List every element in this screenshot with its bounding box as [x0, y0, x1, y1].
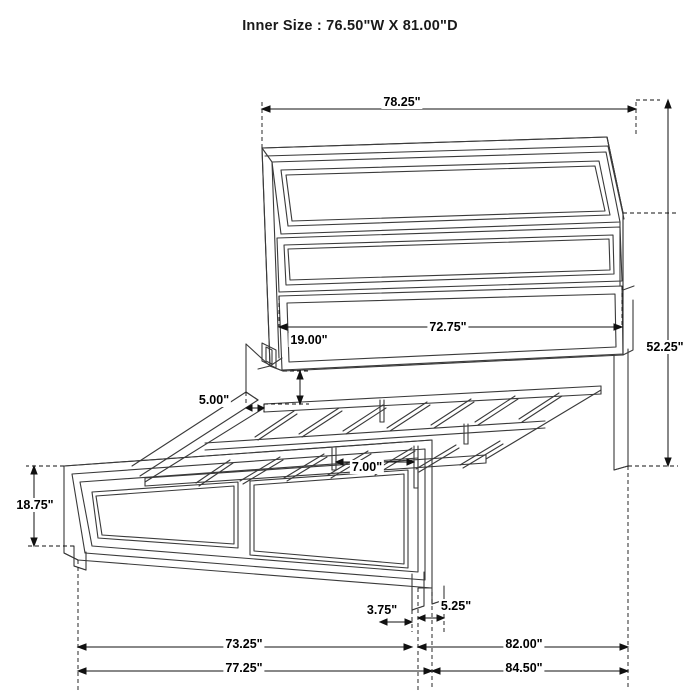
dimension-side-rail-offset: 5.00" [198, 393, 230, 407]
dimension-outer-depth: 77.25" [225, 661, 263, 675]
page-title: Inner Size : 76.50"W X 81.00"D [242, 18, 458, 34]
dimension-headboard-width: 78.25" [383, 95, 421, 109]
footboard-panel-left [92, 482, 238, 548]
center-support-beam [205, 421, 545, 443]
platform-right-edge [486, 390, 601, 459]
headboard-left-post [262, 148, 270, 366]
dimension-headboard-height: 52.25" [646, 340, 684, 354]
headboard-top-rail [272, 152, 620, 234]
platform-back-edge [264, 386, 601, 404]
dimension-footboard-height: 18.75" [16, 498, 54, 512]
dimension-leg-width: 5.25" [440, 599, 472, 613]
rail-bracket [262, 343, 276, 368]
dimension-leg-inset: 3.75" [366, 603, 398, 617]
slat [255, 411, 294, 437]
dimension-slat-spacing: 7.00" [351, 460, 383, 474]
dimension-headboard-panel-width: 72.75" [429, 320, 467, 334]
dimension-inner-depth: 73.25" [225, 637, 263, 651]
footboard-panel-right [250, 470, 408, 568]
dimension-inner-length: 82.00" [505, 637, 543, 651]
dimension-outer-length: 84.50" [505, 661, 543, 675]
headboard-right-leg [614, 349, 628, 470]
dimension-rail-to-panel-height: 19.00" [290, 333, 328, 347]
